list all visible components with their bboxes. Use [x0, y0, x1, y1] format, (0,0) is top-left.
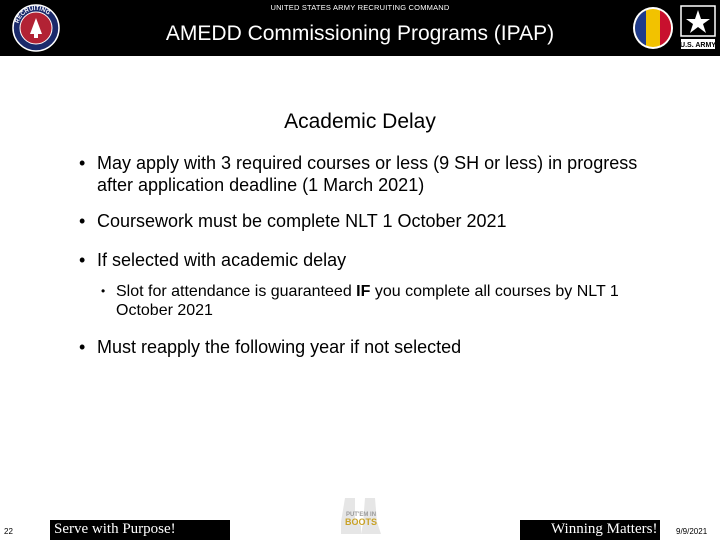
footer-left-slogan: Serve with Purpose! [54, 521, 176, 537]
boots-logo-text-top: PUT'EM IN [345, 512, 377, 518]
org-name: UNITED STATES ARMY RECRUITING COMMAND [270, 3, 450, 12]
army-logo-text: U.S. ARMY [680, 42, 716, 49]
sub-bullet-emphasis: IF [356, 283, 371, 300]
sub-bullet-slot-guarantee [116, 282, 676, 320]
slide-title: AMEDD Commissioning Programs (IPAP) [165, 22, 555, 45]
footer-right-slogan: Winning Matters! [551, 521, 658, 537]
bullet-coursework-deadline: • Coursework must be complete NLT 1 October 2021 [97, 210, 677, 232]
slide-heading: Academic Delay [284, 110, 436, 133]
sub-bullet-text-end: you complete all courses by NLT 1 October 2021 [116, 283, 619, 319]
bullet-reapply: • Must reapply the following year if not selected [97, 336, 677, 358]
sub-bullet-text-start: Slot for attendance is guaranteed [116, 283, 357, 300]
boots-logo-text-bottom: BOOTS [344, 517, 378, 527]
slide-date: 9/9/2021 [676, 527, 708, 536]
bullet-academic-delay: • If selected with academic delay [97, 249, 677, 271]
page-number: 22 [4, 527, 13, 536]
boots-logo [333, 496, 389, 536]
seal-text: RECRUITING [14, 5, 52, 25]
bullet-application-deadline: • May apply with 3 required courses or less (9 SH or less) in progress after application deadline (1 March 2021) [97, 152, 677, 196]
